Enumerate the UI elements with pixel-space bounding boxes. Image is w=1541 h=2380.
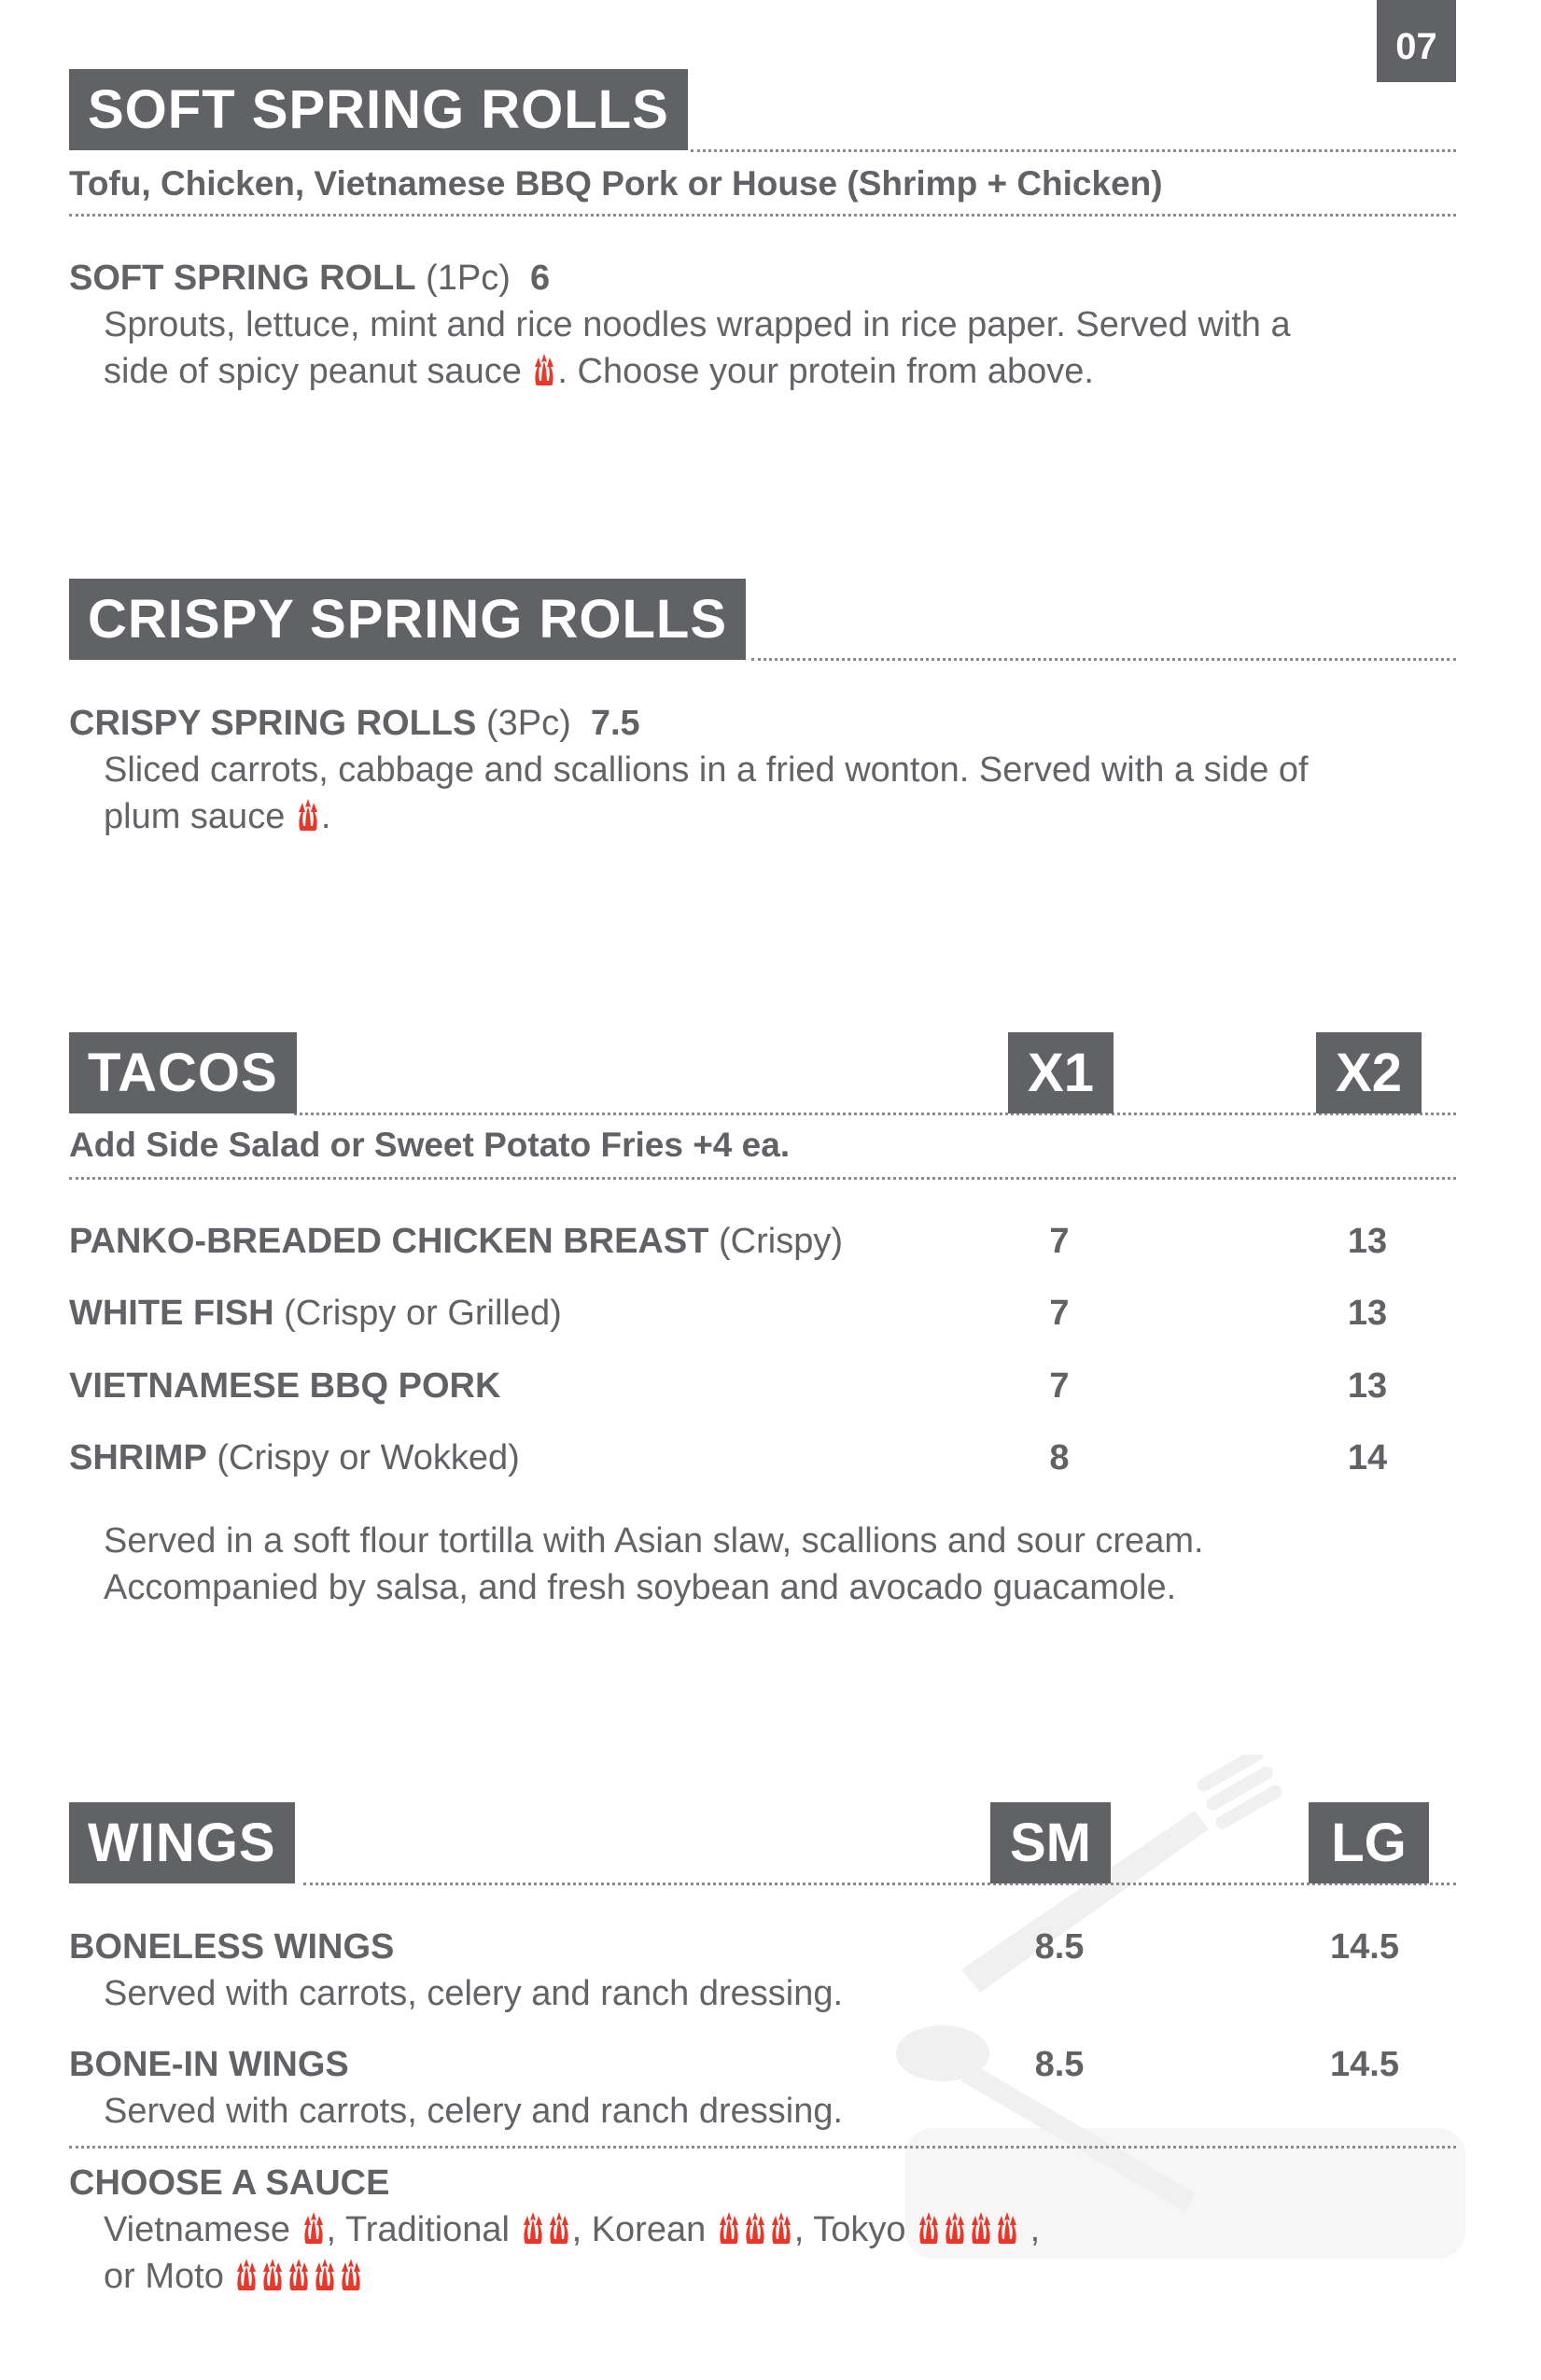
divider: [69, 214, 1456, 217]
divider: [69, 2146, 1456, 2149]
page-number: 07: [1377, 0, 1456, 82]
sauce-name: Vietnamese: [104, 2210, 290, 2249]
item-name: SHRIMP: [69, 1438, 207, 1477]
taco-row: [69, 1439, 520, 1477]
sauce-separator: ,: [571, 2210, 592, 2249]
chili-icon: [717, 2209, 741, 2241]
sauce-line-2: [104, 2253, 364, 2300]
item-name: PANKO-BREADED CHICKEN BREAST: [69, 1222, 709, 1261]
chili-icon: [547, 2209, 571, 2241]
section-subtitle: Tofu, Chicken, Vietnamese BBQ Pork or House (Shrimp + Chicken): [69, 164, 1163, 203]
column-header-x2: X2: [1316, 1032, 1422, 1113]
chili-icon: [969, 2209, 993, 2241]
desc-text: side of spicy peanut sauce: [104, 352, 522, 391]
sauce-option: [104, 2210, 345, 2249]
desc-text: .: [320, 797, 331, 836]
item-qty: (3Pc): [485, 704, 571, 743]
price-x2: 13: [1347, 1366, 1388, 1406]
sauce-name: or Moto: [104, 2257, 224, 2296]
taco-row: [69, 1367, 500, 1405]
price-x1: 7: [1049, 1366, 1070, 1406]
sauce-option: [104, 2257, 364, 2296]
desc-text: . Choose your protein from above.: [557, 352, 1094, 391]
sauce-line-1: [104, 2206, 1040, 2253]
taco-row: [69, 1223, 843, 1260]
chili-icon: [743, 2209, 767, 2241]
chili-icon: [296, 796, 320, 828]
price-x2: 13: [1347, 1222, 1388, 1261]
chili-icon: [521, 2209, 545, 2241]
price-x1: 7: [1049, 1222, 1070, 1261]
section-header-soft-spring-rolls: SOFT SPRING ROLLS: [69, 69, 688, 150]
price-x2: 13: [1347, 1294, 1388, 1333]
divider: [751, 658, 1456, 661]
item-note: (Crispy or Grilled): [284, 1294, 562, 1333]
desc-text: plum sauce: [104, 797, 286, 836]
item-description: Served with carrots, celery and ranch dressing.: [104, 2092, 844, 2131]
item-description: Served with carrots, celery and ranch dressing.: [104, 1974, 844, 2013]
divider: [294, 1113, 1456, 1115]
menu-item-soft-spring-roll: [69, 259, 550, 297]
divider: [303, 1883, 1456, 1885]
tacos-description: Accompanied by salsa, and fresh soybean and avocado guacamole.: [104, 1568, 1177, 1607]
chili-icon: [313, 2256, 337, 2288]
choose-sauce-heading: CHOOSE A SAUCE: [69, 2163, 390, 2203]
item-description: Sprouts, lettuce, mint and rice noodles wrapped in rice paper. Served with a: [104, 305, 1291, 344]
item-note: (Crispy): [719, 1222, 843, 1261]
chili-icon: [995, 2209, 1019, 2241]
price-x2: 14: [1347, 1438, 1388, 1477]
item-description: [104, 348, 1094, 395]
column-header-sm: SM: [990, 1802, 1111, 1883]
section-header-tacos: TACOS: [69, 1032, 297, 1113]
sauce-name: Korean: [591, 2210, 707, 2249]
wing-row: [69, 1928, 394, 1966]
divider: [691, 149, 1456, 152]
chili-icon: [339, 2256, 363, 2288]
divider: [69, 1177, 1456, 1180]
item-price: 6: [530, 259, 551, 298]
chili-icon: [917, 2209, 941, 2241]
sauce-separator: ,: [326, 2210, 345, 2249]
chili-icon: [532, 351, 556, 383]
price-sm: 8.5: [1034, 1927, 1085, 1967]
tacos-description: Served in a soft flour tortilla with Asian slaw, scallions and sour cream.: [104, 1521, 1204, 1561]
wing-row: [69, 2046, 349, 2083]
sauce-separator: ,: [1020, 2210, 1041, 2249]
item-name: WHITE FISH: [69, 1294, 274, 1333]
column-header-x1: X1: [1008, 1032, 1114, 1113]
price-x1: 8: [1049, 1438, 1070, 1477]
item-description: Sliced carrots, cabbage and scallions in a fried wonton. Served with a side of: [104, 750, 1309, 790]
price-lg: 14.5: [1330, 2045, 1399, 2084]
item-price: 7.5: [590, 704, 640, 743]
item-note: (Crispy or Wokked): [217, 1438, 520, 1477]
item-name: VIETNAMESE BBQ PORK: [69, 1366, 501, 1406]
chili-icon: [943, 2209, 967, 2241]
price-lg: 14.5: [1330, 1927, 1399, 1967]
item-description: [104, 793, 330, 840]
chili-icon: [234, 2256, 259, 2288]
sauce-name: Tokyo: [813, 2210, 906, 2249]
chili-icon: [287, 2256, 311, 2288]
item-name: SOFT SPRING ROLL: [69, 259, 416, 298]
chili-icon: [769, 2209, 793, 2241]
item-qty: (1Pc): [426, 259, 511, 298]
taco-row: [69, 1295, 562, 1332]
price-x1: 7: [1049, 1294, 1070, 1333]
item-name: BONE-IN WINGS: [69, 2045, 349, 2084]
sauce-separator: ,: [793, 2210, 814, 2249]
menu-item-crispy-spring-rolls: [69, 705, 640, 742]
section-subtitle: Add Side Salad or Sweet Potato Fries +4 ea.: [69, 1126, 791, 1164]
section-header-crispy-spring-rolls: CRISPY SPRING ROLLS: [69, 579, 746, 660]
column-header-lg: LG: [1309, 1802, 1429, 1883]
sauce-option: [345, 2210, 592, 2249]
chili-icon: [301, 2209, 326, 2241]
sauce-option: [592, 2210, 814, 2249]
section-header-wings: WINGS: [69, 1802, 295, 1883]
chili-icon: [260, 2256, 285, 2288]
item-name: CRISPY SPRING ROLLS: [69, 704, 477, 743]
price-sm: 8.5: [1034, 2045, 1085, 2084]
item-name: BONELESS WINGS: [69, 1927, 395, 1967]
sauce-option: [813, 2210, 1040, 2249]
sauce-name: Traditional: [344, 2210, 510, 2249]
